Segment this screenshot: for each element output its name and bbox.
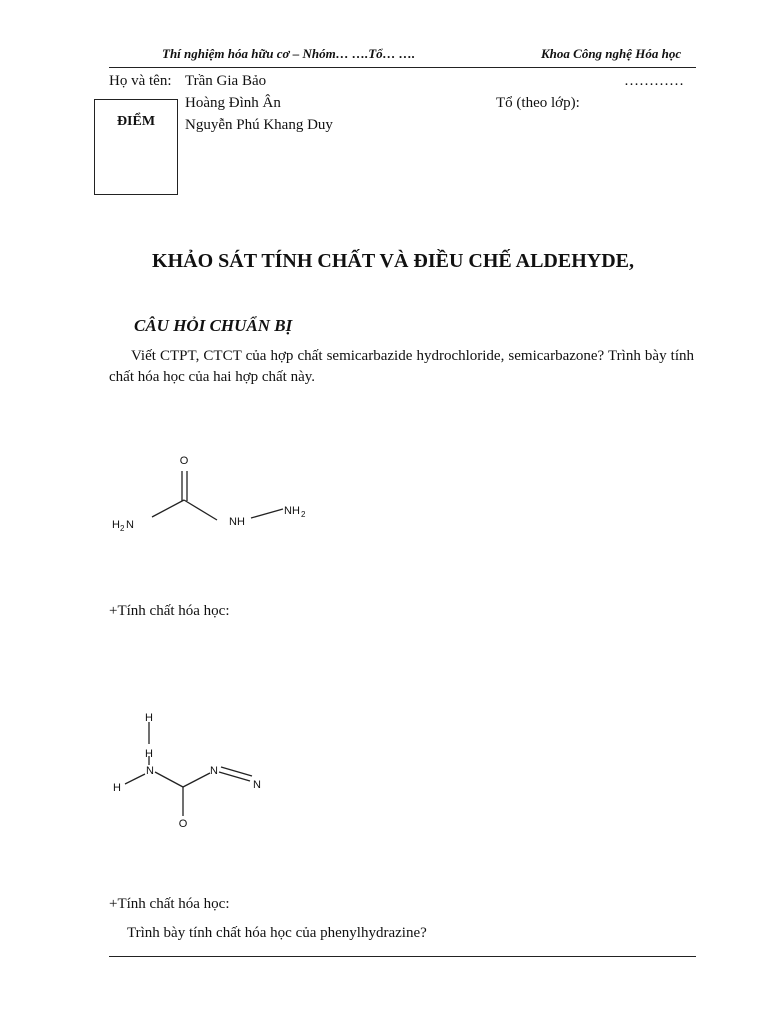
semicarbazone-structure	[100, 705, 280, 835]
atom-oxygen: O	[178, 818, 188, 830]
score-box	[94, 99, 178, 195]
atom-amine-subscript: 2	[120, 524, 125, 533]
atom-hydrogen: H	[145, 748, 153, 760]
properties-label: +Tính chất hóa học:	[109, 896, 230, 912]
atom-amine-h: H	[112, 519, 120, 531]
member-name: Hoàng Đình Ân	[185, 95, 281, 111]
member-name: Trần Gia Bảo	[185, 73, 267, 89]
header-department: Khoa Công nghệ Hóa học	[541, 46, 682, 61]
atom-nh: NH	[229, 516, 245, 528]
footer-rule	[109, 956, 696, 957]
atom-nh2: NH	[284, 505, 300, 517]
semicarbazide-structure	[100, 445, 330, 545]
member-name: Nguyễn Phú Khang Duy	[185, 117, 333, 133]
page-title: KHẢO SÁT TÍNH CHẤT VÀ ĐIỀU CHẾ ALDEHYDE,	[152, 250, 634, 272]
properties-label: +Tính chất hóa học:	[109, 603, 230, 619]
atom-nitrogen: N	[146, 765, 154, 777]
score-label: ĐIỂM	[116, 114, 156, 129]
atom-oxygen: O	[179, 455, 189, 467]
header-course-info: Thí nghiệm hóa hữu cơ – Nhóm… ….Tổ… ….	[162, 46, 416, 61]
header-rule	[109, 67, 696, 68]
name-label: Họ và tên:	[109, 73, 172, 89]
atom-nh2-subscript: 2	[301, 510, 306, 519]
group-label: Tổ (theo lớp):	[496, 95, 580, 111]
question-paragraph: Viết CTPT, CTCT của hợp chất semicarbazide hydrochloride, semicarbazone? Trình bày tính chất hóa học của hai hợp chất này.	[109, 348, 694, 385]
atom-nitrogen: N	[210, 765, 218, 777]
section-heading: CÂU HỎI CHUẨN BỊ	[134, 316, 293, 335]
atom-hydrogen: H	[113, 782, 121, 794]
atom-nitrogen: N	[253, 779, 261, 791]
atom-amine-n: N	[126, 519, 134, 531]
atom-hydrogen: H	[145, 712, 153, 724]
dotted-fill: …………	[624, 73, 684, 89]
question-phenylhydrazine: Trình bày tính chất hóa học của phenylhydrazine?	[127, 925, 427, 941]
